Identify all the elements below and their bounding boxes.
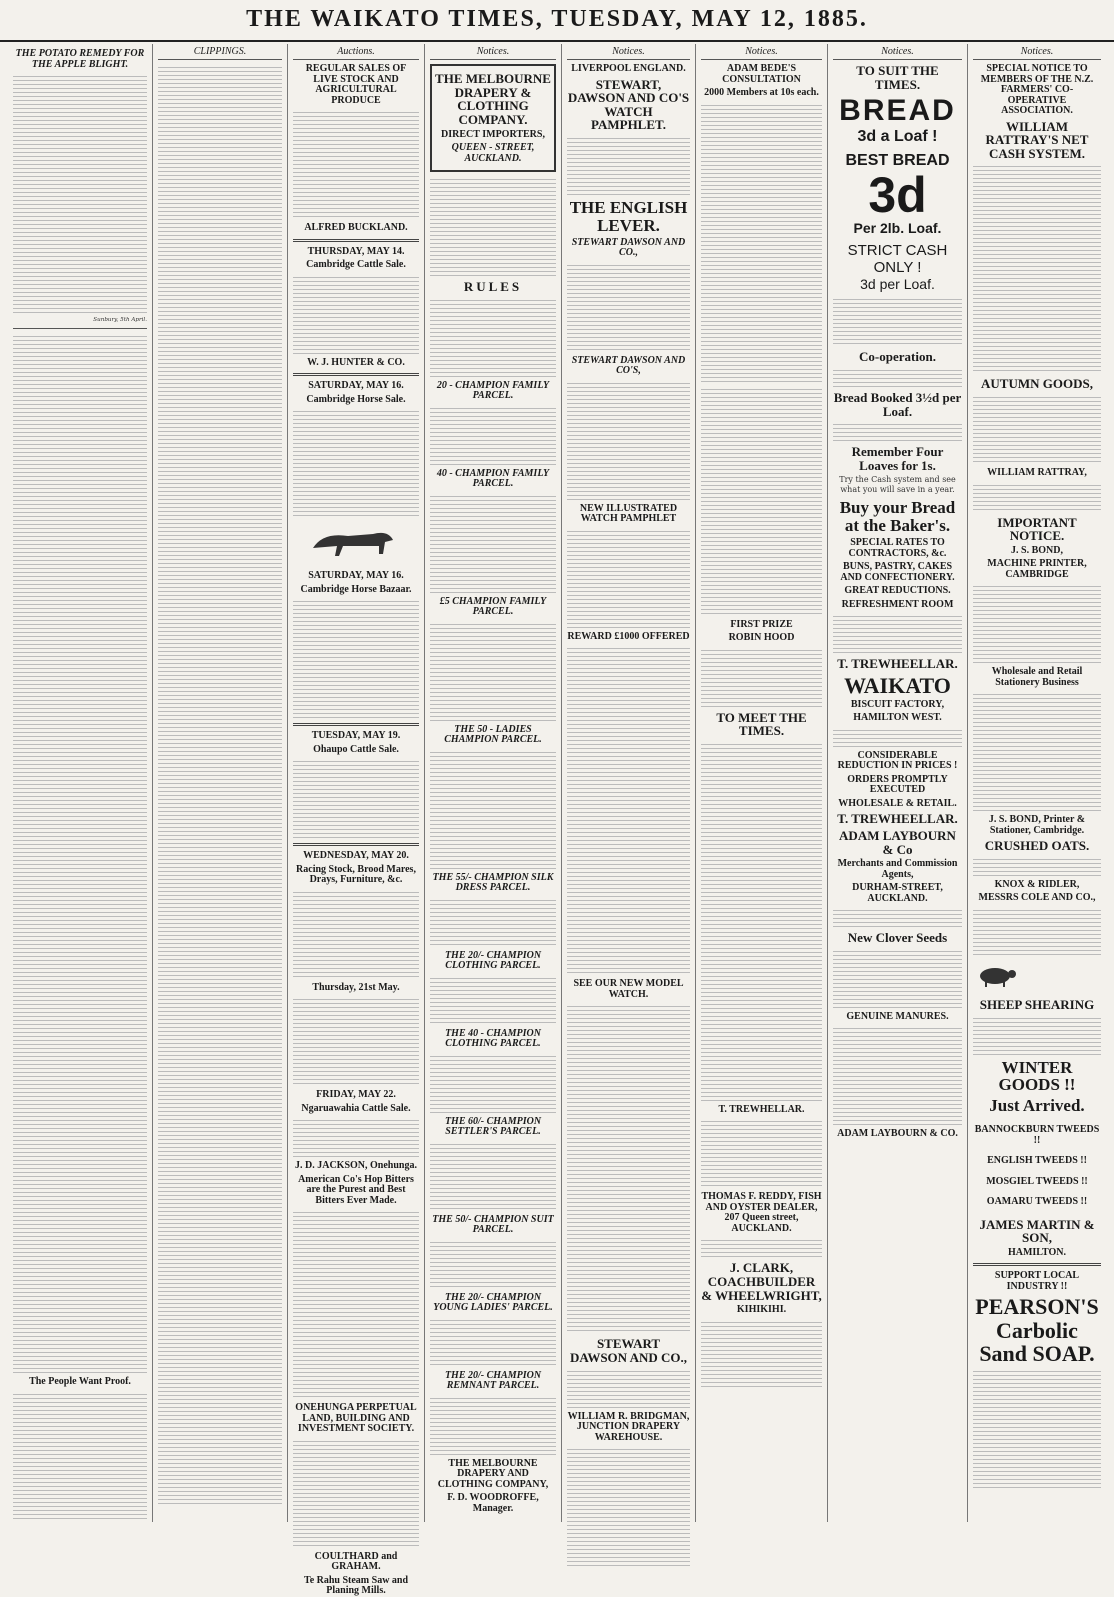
ad-text — [973, 907, 1101, 957]
ad-text — [567, 1368, 690, 1408]
winter-goods: WINTER GOODS !! — [998, 1057, 1076, 1095]
merchant-location: HAMILTON. — [1007, 1246, 1067, 1258]
sale-title: Cambridge Cattle Sale. — [306, 259, 406, 270]
auctioneer: W. J. HUNTER & CO. — [307, 356, 405, 368]
ad-heading: STEWART DAWSON AND CO., — [571, 236, 686, 259]
tweed-line: BANNOCKBURN TWEEDS !! — [974, 1124, 1100, 1146]
ad-signature: WILLIAM RATTRAY, — [987, 467, 1087, 479]
ad-text — [567, 135, 690, 195]
proprietor-name: T. TREWHEELLAR. — [837, 656, 958, 672]
newspaper-title: THE WAIKATO TIMES, TUESDAY, MAY 12, 1885. — [246, 6, 868, 32]
ad-heading: J. S. BOND, — [1011, 544, 1063, 556]
biscuit-factory: BISCUIT FACTORY, — [850, 698, 945, 710]
ad-text — [973, 583, 1101, 663]
co-operation: Co-operation. — [859, 349, 936, 365]
column-3 — [288, 44, 425, 1596]
parcel-text — [430, 1395, 556, 1455]
article-body — [13, 333, 147, 1373]
ad-heading: AUTUMN GOODS, — [981, 376, 1093, 392]
society-text — [293, 1438, 419, 1548]
column-heading: Auctions. — [293, 46, 419, 60]
ad-text — [567, 528, 690, 628]
ad-text — [701, 647, 822, 707]
column-heading: Notices. — [833, 46, 962, 60]
merchant-name: JAMES MARTIN & SON, — [979, 1216, 1095, 1246]
parcel-text — [430, 493, 556, 593]
ad-heading: NEW ILLUSTRATED WATCH PAMPHLET — [579, 502, 678, 525]
strict-cash: STRICT CASH ONLY ! — [847, 242, 948, 277]
horse-illustration-icon — [293, 526, 413, 560]
ad-text — [430, 176, 556, 276]
mill-owners: COULTHARD and GRAHAM. — [314, 1550, 398, 1572]
parcel-heading: 20 - CHAMPION FAMILY PARCEL. — [436, 379, 550, 402]
remember-loaves: Remember Four Loaves for 1s. — [851, 444, 944, 473]
parcel-heading: THE 20/- CHAMPION REMNANT PARCEL. — [444, 1369, 542, 1392]
parcel-text — [430, 1317, 556, 1367]
ad-heading: SEE OUR NEW MODEL WATCH. — [573, 978, 684, 1000]
mill-name: Te Rahu Steam Saw and Planing Mills. — [303, 1574, 409, 1596]
hop-bitters-text — [293, 1209, 419, 1399]
dateline: Sunbury, 5th April. — [93, 317, 147, 323]
parcel-heading: THE 20/- CHAMPION CLOTHING PARCEL. — [444, 949, 542, 972]
ad-heading: IMPORTANT NOTICE. — [997, 514, 1077, 544]
parcel-heading: THE 50/- CHAMPION SUIT PARCEL. — [432, 1213, 554, 1236]
sale-text — [293, 758, 419, 838]
ad-text — [833, 296, 962, 346]
parcel-text — [430, 897, 556, 947]
soap-heading: PEARSON'S Carbolic Sand SOAP. — [975, 1294, 1099, 1366]
sale-date: THURSDAY, MAY 14. — [307, 245, 405, 257]
sale-date: SATURDAY, MAY 16. — [308, 570, 404, 581]
ad-text — [833, 613, 962, 653]
company-name: THE MELBOURNE DRAPERY & CLOTHING COMPANY. — [435, 71, 551, 127]
great-reductions: GREAT REDUCTIONS. — [844, 585, 951, 597]
ad-signature: T. TREWHELLAR. — [718, 1103, 805, 1115]
ad-text — [973, 1015, 1101, 1055]
article-body — [13, 73, 147, 313]
ad-heading: TO MEET THE TIMES. — [716, 709, 807, 739]
parcel-heading: THE 40 - CHAMPION CLOTHING PARCEL. — [445, 1027, 541, 1050]
auction-text — [293, 109, 419, 219]
sale-title: Racing Stock, Brood Mares, Drays, Furniture, &c. — [296, 863, 416, 885]
merchant-signature: ADAM LAYBOURN & CO. — [837, 1128, 958, 1140]
hop-bitters-heading: American Co's Hop Bitters are the Purest and Best Bitters Ever Made. — [298, 1173, 414, 1206]
ad-location: LIVERPOOL ENGLAND. — [571, 63, 686, 74]
waikato-heading: WAIKATO — [844, 672, 951, 698]
refreshment-room: REFRESHMENT ROOM — [841, 598, 954, 610]
parcel-heading: THE 50 - LADIES CHAMPION PARCEL. — [444, 723, 542, 746]
bread-banner: BREAD — [839, 94, 956, 128]
ad-heading: THE ENGLISH LEVER. — [569, 198, 688, 235]
ad-text — [701, 1319, 822, 1389]
sale-title: Ohaupo Cattle Sale. — [313, 743, 399, 755]
parcel-text — [430, 405, 556, 465]
just-arrived: Just Arrived. — [989, 1096, 1085, 1116]
parcel-text — [430, 975, 556, 1025]
melbourne-ad — [430, 64, 556, 172]
column-heading: Notices. — [973, 46, 1101, 60]
column-2 — [153, 44, 288, 1522]
column-heading: Notices. — [430, 46, 556, 60]
column-7 — [828, 44, 968, 1522]
reward-heading: REWARD £1000 OFFERED — [567, 630, 690, 642]
sale-text — [293, 889, 419, 979]
proprietor-name: T. TREWHEELLAR. — [837, 811, 958, 827]
ad-text — [973, 856, 1101, 876]
column-heading: Notices. — [701, 46, 822, 60]
ad-heading: STEWART DAWSON AND CO., — [569, 1336, 687, 1365]
ad-heading: Wholesale and Retail Stationery Business — [991, 666, 1083, 688]
company-footer: THE MELBOURNE DRAPERY AND CLOTHING COMPANY, — [437, 1457, 549, 1490]
article-body — [13, 1391, 147, 1521]
column-1 — [8, 44, 153, 1522]
ad-text — [973, 394, 1101, 464]
ad-heading: WILLIAM RATTRAY'S NET CASH SYSTEM. — [985, 118, 1089, 161]
ad-text — [567, 645, 690, 975]
ad-heading: ADAM BEDE'S CONSULTATION — [722, 63, 801, 85]
ad-signature: J. S. BOND, Printer & Stationer, Cambridge. — [988, 814, 1086, 836]
per-loaf: Per 2lb. Loaf. — [853, 220, 942, 237]
tweed-line: ENGLISH TWEEDS !! — [987, 1155, 1087, 1167]
sale-text — [293, 1117, 419, 1157]
masthead — [0, 0, 1114, 42]
tweed-line: MOSGIEL TWEEDS !! — [986, 1175, 1088, 1187]
divider — [293, 239, 419, 242]
bread-booked: Bread Booked 3½d per Loaf. — [833, 389, 962, 419]
column-4 — [425, 44, 562, 1522]
bakery-heading: TO SUIT THE TIMES. — [856, 63, 939, 92]
divider — [293, 723, 419, 726]
ad-heading: THOMAS F. REDDY, FISH AND OYSTER DEALER, 207 Queen street, AUCKLAND. — [701, 1191, 822, 1234]
manures-heading: GENUINE MANURES. — [846, 1010, 949, 1022]
column-8 — [968, 44, 1106, 1522]
horse-name: ROBIN HOOD — [728, 632, 795, 643]
tweed-line: OAMARU TWEEDS !! — [986, 1196, 1088, 1208]
ad-text — [973, 482, 1101, 512]
merchant-address: DURHAM-STREET, AUCKLAND. — [852, 882, 943, 904]
ad-text — [567, 1003, 690, 1333]
ad-heading: SPECIAL NOTICE TO MEMBERS OF THE N.Z. FARMERS' CO-OPERATIVE ASSOCIATION. — [980, 63, 1094, 116]
ad-heading: WILLIAM R. BRIDGMAN, JUNCTION DRAPERY WAREHOUSE. — [567, 1410, 690, 1443]
auctioneer: J. D. JACKSON, Onehunga. — [295, 1160, 417, 1171]
sale-text — [293, 598, 419, 718]
rules-heading: RULES — [463, 279, 523, 295]
orders-executed: ORDERS PROMPTLY EXECUTED — [847, 773, 948, 796]
sale-date: TUESDAY, MAY 19. — [311, 730, 401, 741]
ad-location: KIHIKIHI. — [736, 1304, 787, 1316]
prize-heading: FIRST PRIZE — [730, 618, 793, 630]
society-heading: ONEHUNGA PERPETUAL LAND, BUILDING AND INVESTMENT SOCIETY. — [295, 1402, 417, 1434]
parcel-heading: 40 - CHAMPION FAMILY PARCEL. — [436, 467, 550, 490]
ad-heading: STEWART, DAWSON AND CO'S WATCH PAMPHLET. — [567, 76, 690, 133]
newspaper-columns — [8, 44, 1106, 1596]
sale-date: FRIDAY, MAY 22. — [316, 1089, 396, 1100]
parcel-heading: £5 CHAMPION FAMILY PARCEL. — [439, 595, 547, 618]
ad-text — [833, 727, 962, 747]
parcel-text — [430, 1053, 556, 1113]
price-large: 3d — [868, 167, 927, 224]
try-cash: Try the Cash system and see what you will save in a year. — [839, 475, 956, 495]
divider — [293, 843, 419, 846]
auction-heading: REGULAR SALES OF LIVE STOCK AND AGRICULTURAL PRODUCE — [305, 63, 407, 106]
parcel-text — [430, 1141, 556, 1211]
sale-date: WEDNESDAY, MAY 20. — [303, 850, 409, 861]
buns-pastry: BUNS, PASTRY, CAKES AND CONFECTIONERY. — [840, 561, 955, 583]
agent-name: ALFRED BUCKLAND. — [304, 222, 408, 233]
ad-subheading: MACHINE PRINTER, CAMBRIDGE — [987, 558, 1087, 580]
bread-price: 3d a Loaf ! — [857, 128, 938, 146]
ad-heading: MESSRS COLE AND CO., — [978, 892, 1096, 904]
ad-heading: STEWART DAWSON AND CO'S, — [571, 354, 686, 377]
sale-date: Thursday, 21st May. — [312, 981, 400, 993]
ad-text — [701, 1237, 822, 1257]
ad-text — [833, 367, 962, 387]
parcel-heading: THE 60/- CHAMPION SETTLER'S PARCEL. — [444, 1115, 542, 1138]
ad-text — [973, 1368, 1101, 1488]
special-rates: SPECIAL RATES TO CONTRACTORS, &c. — [848, 537, 947, 559]
ad-heading: J. CLARK, COACHBUILDER & WHEELWRIGHT, — [701, 1260, 822, 1303]
company-tagline: DIRECT IMPORTERS, — [441, 128, 545, 140]
parcel-heading: THE 20/- CHAMPION YOUNG LADIES' PARCEL. — [433, 1291, 553, 1314]
merchant-name: ADAM LAYBOURN & Co — [839, 828, 956, 857]
manager-name: F. D. WOODROFFE, Manager. — [447, 1492, 539, 1514]
ad-signature: KNOX & RIDLER, — [994, 878, 1080, 890]
ad-text — [701, 1118, 822, 1188]
sale-date: SATURDAY, MAY 16. — [308, 380, 404, 391]
divider — [13, 328, 147, 329]
clover-seeds: New Clover Seeds — [847, 930, 948, 946]
sale-text — [293, 408, 419, 518]
ad-subheading: 2000 Members at 10s each. — [704, 87, 819, 98]
ad-text — [567, 380, 690, 500]
ad-text — [567, 262, 690, 352]
subheading: The People Want Proof. — [29, 1376, 131, 1387]
strict-price: 3d per Loaf. — [860, 276, 935, 293]
parcel-text — [430, 1239, 556, 1289]
divider — [973, 1263, 1101, 1266]
buy-bread: Buy your Bread at the Baker's. — [839, 498, 956, 536]
ad-text — [973, 163, 1101, 373]
ad-heading: CRUSHED OATS. — [984, 838, 1090, 854]
wholesale-retail: WHOLESALE & RETAIL. — [838, 797, 957, 809]
support-industry: SUPPORT LOCAL INDUSTRY !! — [994, 1270, 1080, 1292]
ad-text — [973, 691, 1101, 811]
sale-title: Cambridge Horse Sale. — [306, 393, 406, 405]
divider — [293, 373, 419, 376]
ad-heading: SHEEP SHEARING — [979, 996, 1095, 1012]
article-title: THE POTATO REMEDY FOR THE APPLE BLIGHT. — [15, 48, 145, 70]
ad-text — [701, 741, 822, 1101]
clippings-body — [158, 64, 282, 1504]
merchant-desc: Merchants and Commission Agents, — [837, 858, 958, 880]
sale-text — [293, 996, 419, 1086]
parcel-text — [430, 749, 556, 869]
ad-text — [701, 386, 822, 616]
ad-text — [833, 907, 962, 927]
ad-text — [833, 421, 962, 441]
factory-location: HAMILTON WEST. — [853, 712, 942, 724]
best-bread: BEST BREAD — [845, 152, 950, 170]
parcel-heading: THE 55/- CHAMPION SILK DRESS PARCEL. — [432, 871, 554, 894]
sale-title: Cambridge Horse Bazaar. — [300, 583, 412, 595]
ad-text — [567, 1446, 690, 1566]
parcel-text — [430, 621, 556, 721]
ad-text — [833, 948, 962, 1008]
column-6 — [696, 44, 828, 1522]
column-heading: Notices. — [567, 46, 690, 60]
sheep-illustration-icon — [973, 965, 1023, 987]
column-heading: CLIPPINGS. — [158, 46, 282, 60]
company-address: QUEEN - STREET, AUCKLAND. — [451, 142, 535, 164]
sale-title: Ngaruawahia Cattle Sale. — [301, 1102, 411, 1114]
price-reduction: CONSIDERABLE REDUCTION IN PRICES ! — [837, 749, 958, 772]
rules-text — [430, 297, 556, 377]
ad-text — [833, 1025, 962, 1125]
sale-text — [293, 274, 419, 354]
ad-text — [701, 102, 822, 382]
column-5 — [562, 44, 696, 1522]
